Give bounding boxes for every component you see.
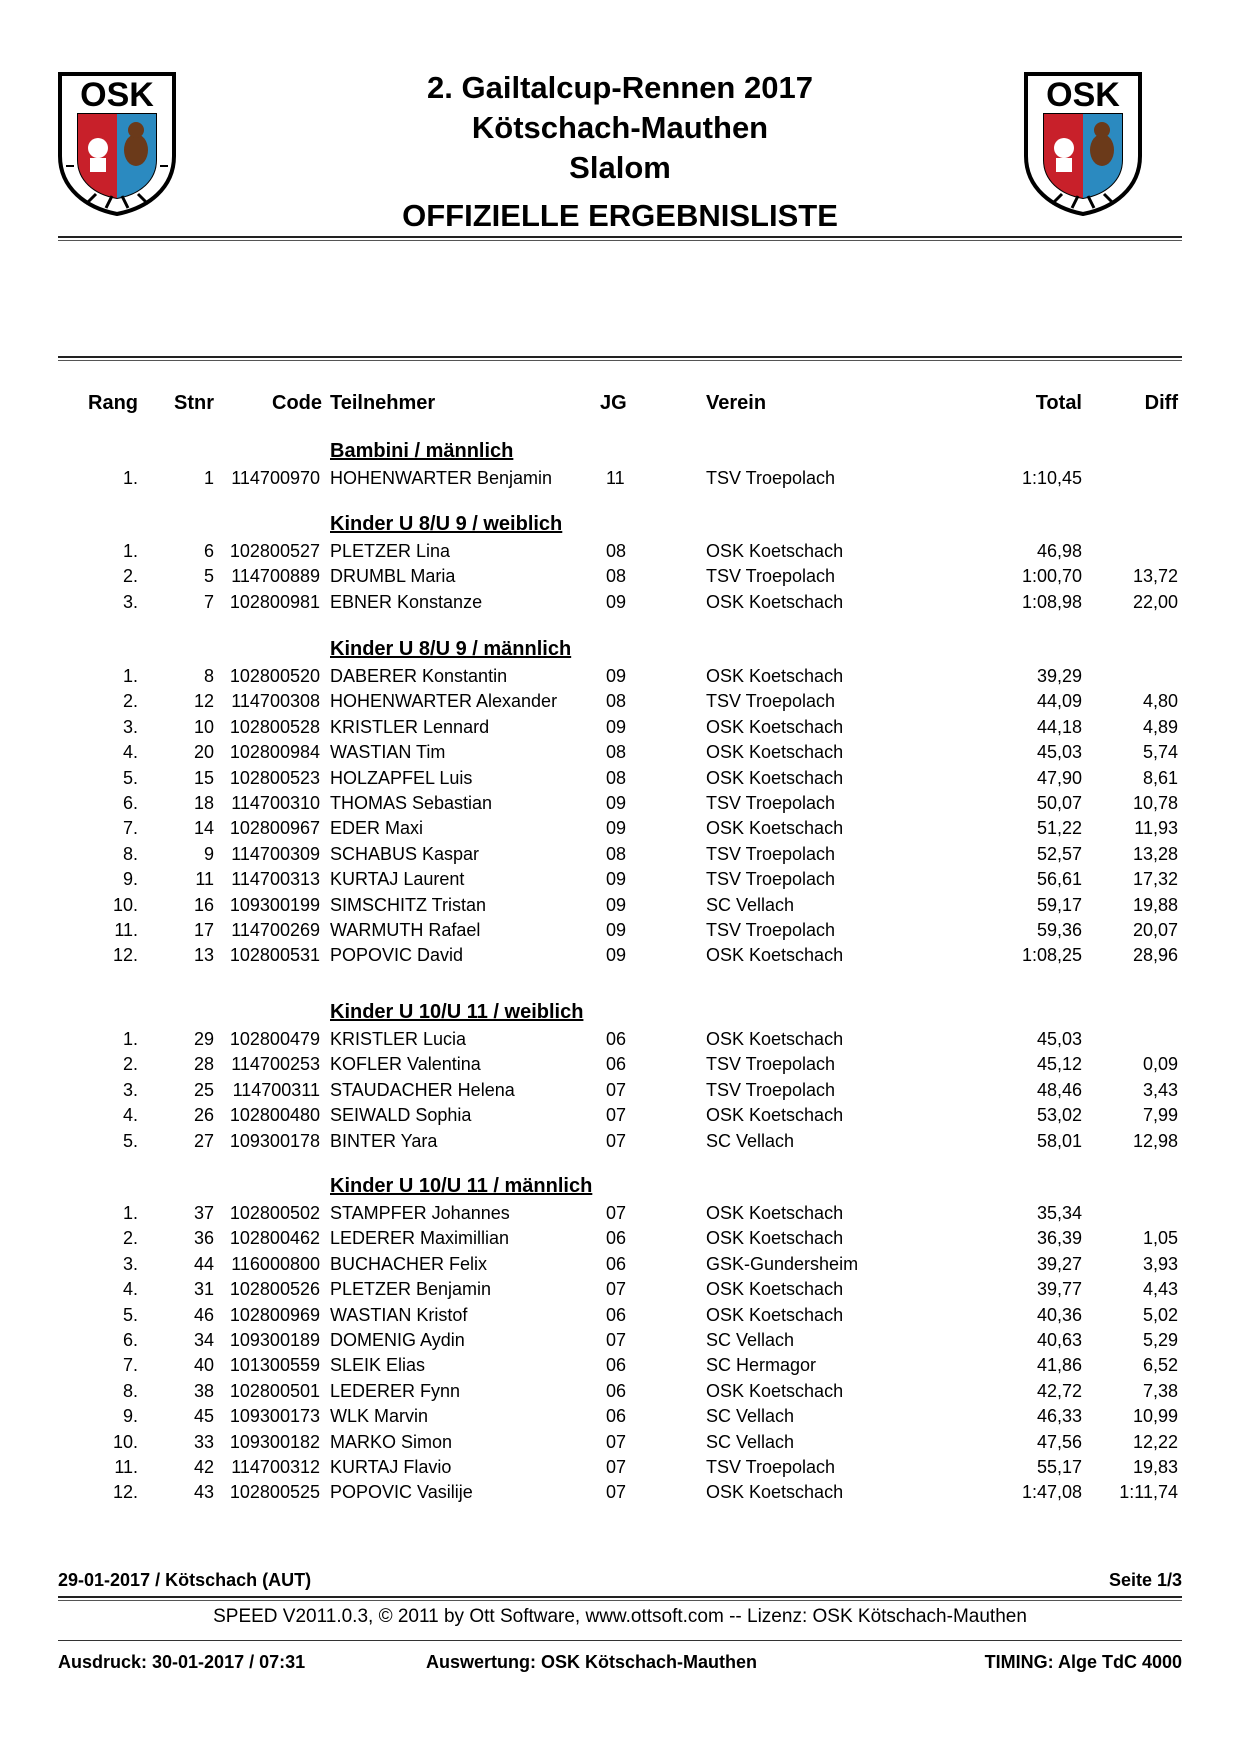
time-diff-cell: 28,96	[1132, 945, 1178, 966]
club-cell: TSV Troepolach	[706, 1054, 836, 1075]
time-diff-cell: 6,52	[1142, 1355, 1178, 1376]
rank-cell: 2.	[122, 566, 138, 587]
col-header-teilnehmer: Teilnehmer	[330, 392, 436, 414]
code-cell: 101300559	[229, 1355, 320, 1376]
start-number-cell: 27	[193, 1130, 214, 1151]
code-cell: 102800480	[229, 1105, 320, 1126]
club-cell: OSK Koetschach	[706, 591, 844, 612]
rank-cell: 11.	[114, 920, 138, 940]
total-time-cell: 46,33	[1036, 1406, 1082, 1427]
total-time-cell: 35,34	[1036, 1203, 1082, 1223]
birth-year-cell: 08	[606, 767, 627, 788]
time-diff-cell: 17,32	[1132, 869, 1178, 890]
participant-name-cell: HOHENWARTER Benjamin	[330, 468, 553, 488]
club-cell: OSK Koetschach	[706, 1228, 844, 1249]
club-cell: TSV Troepolach	[706, 793, 836, 813]
code-cell: 102800523	[229, 767, 320, 788]
event-discipline: Slalom	[569, 150, 671, 185]
col-header-verein: Verein	[706, 392, 767, 414]
time-diff-cell: 12,98	[1132, 1130, 1178, 1151]
rank-cell: 6.	[122, 793, 138, 813]
birth-year-cell: 11	[606, 468, 625, 488]
club-cell: TSV Troepolach	[706, 920, 836, 940]
participant-name-cell: PLETZER Benjamin	[330, 1279, 492, 1300]
club-cell: OSK Koetschach	[706, 767, 844, 788]
club-cell: OSK Koetschach	[706, 1203, 844, 1223]
total-time-cell: 47,90	[1036, 767, 1082, 788]
category-title: Bambini / männlich	[330, 440, 514, 462]
total-time-cell: 59,36	[1036, 920, 1082, 940]
club-cell: OSK Koetschach	[706, 742, 844, 763]
birth-year-cell: 08	[606, 691, 627, 712]
club-cell: TSV Troepolach	[706, 843, 836, 864]
code-cell: 102800967	[229, 818, 320, 839]
participant-name-cell: DRUMBL Maria	[330, 566, 456, 587]
birth-year-cell: 07	[606, 1431, 627, 1452]
rank-cell: 9.	[122, 869, 138, 890]
rank-cell: 10.	[112, 1431, 138, 1452]
club-cell: TSV Troepolach	[706, 1457, 836, 1477]
participant-name-cell: WASTIAN Kristof	[330, 1304, 468, 1325]
birth-year-cell: 06	[606, 1054, 627, 1075]
rank-cell: 1.	[122, 666, 138, 686]
code-cell: 102800984	[229, 742, 320, 763]
start-number-cell: 36	[193, 1228, 214, 1249]
time-diff-cell: 4,89	[1142, 716, 1178, 737]
start-number-cell: 29	[193, 1029, 214, 1049]
rank-cell: 3.	[122, 1079, 138, 1100]
start-number-cell: 28	[193, 1054, 214, 1075]
club-cell: OSK Koetschach	[706, 1482, 844, 1503]
participant-name-cell: KURTAJ Flavio	[330, 1457, 452, 1477]
time-diff-cell: 12,22	[1132, 1431, 1178, 1452]
participant-name-cell: POPOVIC David	[330, 945, 464, 966]
code-cell: 102800502	[229, 1203, 320, 1223]
print-timestamp: Ausdruck: 30-01-2017 / 07:31	[58, 1652, 306, 1672]
logo-text: OSK	[1046, 76, 1120, 114]
club-cell: SC Hermagor	[706, 1355, 817, 1376]
time-diff-cell: 3,93	[1142, 1253, 1178, 1274]
code-cell: 109300182	[229, 1431, 320, 1452]
birth-year-cell: 09	[606, 920, 627, 940]
total-time-cell: 40,63	[1036, 1330, 1082, 1350]
code-cell: 102800531	[229, 945, 320, 966]
participant-name-cell: POPOVIC Vasilije	[330, 1482, 473, 1503]
start-number-cell: 14	[193, 818, 214, 839]
birth-year-cell: 06	[606, 1406, 627, 1427]
time-diff-cell: 10,78	[1132, 793, 1178, 813]
code-cell: 109300189	[229, 1330, 320, 1350]
rank-cell: 1.	[122, 468, 138, 488]
rank-cell: 10.	[112, 894, 138, 915]
page-number: Seite 1/3	[1108, 1570, 1182, 1590]
participant-name-cell: STAMPFER Johannes	[330, 1203, 510, 1223]
total-time-cell: 41,86	[1036, 1355, 1082, 1376]
total-time-cell: 44,09	[1036, 691, 1082, 712]
time-diff-cell: 19,88	[1132, 894, 1178, 915]
code-cell: 109300178	[229, 1130, 320, 1151]
header-divider	[58, 236, 1182, 241]
club-cell: TSV Troepolach	[706, 468, 836, 488]
birth-year-cell: 09	[606, 591, 627, 612]
time-diff-cell: 13,28	[1132, 843, 1178, 864]
code-cell: 102800462	[229, 1228, 320, 1249]
software-license: SPEED V2011.0.3, © 2011 by Ott Software, www.ottsoft.com -- Lizenz: OSK Kötschach-Mauthen	[213, 1606, 1027, 1627]
participant-name-cell: SCHABUS Kaspar	[330, 843, 480, 864]
category-title: Kinder U 10/U 11 / weiblich	[330, 1001, 584, 1023]
total-time-cell: 44,18	[1036, 716, 1082, 737]
club-cell: OSK Koetschach	[706, 818, 844, 839]
club-cell: SC Vellach	[706, 1130, 795, 1151]
time-diff-cell: 1:11,74	[1119, 1482, 1178, 1503]
birth-year-cell: 07	[606, 1482, 627, 1503]
start-number-cell: 8	[203, 666, 214, 686]
birth-year-cell: 09	[606, 666, 627, 686]
birth-year-cell: 09	[606, 818, 627, 839]
code-cell: 102800520	[229, 666, 320, 686]
time-diff-cell: 5,74	[1142, 742, 1178, 763]
time-diff-cell: 5,02	[1142, 1304, 1178, 1325]
col-header-stnr: Stnr	[174, 392, 214, 414]
club-cell: TSV Troepolach	[706, 869, 836, 890]
club-cell: TSV Troepolach	[706, 1079, 836, 1100]
start-number-cell: 12	[193, 691, 214, 712]
club-cell: OSK Koetschach	[706, 666, 844, 686]
total-time-cell: 45,03	[1036, 1029, 1082, 1049]
total-time-cell: 55,17	[1036, 1457, 1082, 1477]
start-number-cell: 5	[203, 566, 214, 587]
rank-cell: 5.	[122, 1130, 138, 1151]
time-diff-cell: 0,09	[1142, 1054, 1178, 1075]
total-time-cell: 58,01	[1036, 1130, 1082, 1151]
club-cell: SC Vellach	[706, 1330, 795, 1350]
start-number-cell: 6	[203, 541, 214, 561]
birth-year-cell: 06	[606, 1253, 627, 1274]
total-time-cell: 36,39	[1036, 1228, 1082, 1249]
rank-cell: 1.	[122, 1029, 138, 1049]
start-number-cell: 43	[193, 1482, 214, 1503]
time-diff-cell: 1,05	[1142, 1228, 1178, 1249]
event-title: 2. Gailtalcup-Rennen 2017	[427, 70, 813, 105]
total-time-cell: 53,02	[1036, 1105, 1082, 1126]
participant-name-cell: DABERER Konstantin	[330, 666, 508, 686]
results-list-title: OFFIZIELLE ERGEBNISLISTE	[402, 198, 838, 233]
total-time-cell: 52,57	[1036, 843, 1082, 864]
col-header-code: Code	[272, 392, 322, 414]
start-number-cell: 7	[203, 591, 214, 612]
rank-cell: 1.	[122, 541, 138, 561]
rank-cell: 12.	[112, 945, 138, 966]
start-number-cell: 37	[193, 1203, 214, 1223]
start-number-cell: 16	[193, 894, 214, 915]
birth-year-cell: 09	[606, 894, 627, 915]
race-date-place: 29-01-2017 / Kötschach (AUT)	[58, 1570, 312, 1590]
club-cell: OSK Koetschach	[706, 1105, 844, 1126]
birth-year-cell: 06	[606, 1355, 627, 1376]
code-cell: 114700253	[231, 1054, 320, 1075]
footer-divider-top	[58, 1596, 1182, 1601]
participant-name-cell: SIMSCHITZ Tristan	[330, 894, 487, 915]
participant-name-cell: EDER Maxi	[330, 818, 424, 839]
start-number-cell: 18	[193, 793, 214, 813]
evaluation-club: Auswertung: OSK Kötschach-Mauthen	[426, 1652, 758, 1672]
birth-year-cell: 09	[606, 945, 627, 966]
birth-year-cell: 07	[606, 1457, 627, 1477]
rank-cell: 3.	[122, 716, 138, 737]
participant-name-cell: SEIWALD Sophia	[330, 1105, 472, 1126]
birth-year-cell: 07	[606, 1079, 627, 1100]
birth-year-cell: 07	[606, 1130, 627, 1151]
code-cell: 114700312	[231, 1457, 320, 1477]
time-diff-cell: 20,07	[1132, 920, 1178, 940]
participant-name-cell: WLK Marvin	[330, 1406, 429, 1427]
total-time-cell: 45,12	[1036, 1054, 1082, 1075]
code-cell: 102800479	[229, 1029, 320, 1049]
participant-name-cell: PLETZER Lina	[330, 541, 451, 561]
start-number-cell: 1	[203, 468, 214, 488]
total-time-cell: 1:47,08	[1021, 1482, 1082, 1503]
club-cell: OSK Koetschach	[706, 945, 844, 966]
total-time-cell: 42,72	[1036, 1380, 1082, 1401]
start-number-cell: 40	[193, 1355, 214, 1376]
col-header-diff: Diff	[1144, 392, 1178, 414]
participant-name-cell: BINTER Yara	[330, 1130, 438, 1151]
footer-divider-bottom	[58, 1640, 1182, 1641]
participant-name-cell: MARKO Simon	[330, 1431, 453, 1452]
total-time-cell: 39,29	[1036, 666, 1082, 686]
club-cell: OSK Koetschach	[706, 716, 844, 737]
time-diff-cell: 8,61	[1142, 767, 1178, 788]
code-cell: 114700889	[231, 566, 320, 587]
start-number-cell: 44	[193, 1253, 214, 1274]
code-cell: 102800969	[229, 1304, 320, 1325]
start-number-cell: 26	[193, 1105, 214, 1126]
start-number-cell: 10	[193, 716, 214, 737]
birth-year-cell: 06	[606, 1380, 627, 1401]
rank-cell: 4.	[122, 1279, 138, 1300]
rank-cell: 4.	[122, 742, 138, 763]
rank-cell: 2.	[122, 1228, 138, 1249]
club-cell: GSK-Gundersheim	[706, 1253, 859, 1274]
time-diff-cell: 7,38	[1142, 1380, 1178, 1401]
total-time-cell: 48,46	[1036, 1079, 1082, 1100]
participant-name-cell: HOHENWARTER Alexander	[330, 691, 558, 712]
club-cell: SC Vellach	[706, 894, 795, 915]
participant-name-cell: BUCHACHER Felix	[330, 1253, 488, 1274]
rank-cell: 2.	[122, 1054, 138, 1075]
club-cell: TSV Troepolach	[706, 691, 836, 712]
time-diff-cell: 13,72	[1132, 566, 1178, 587]
birth-year-cell: 09	[606, 716, 627, 737]
code-cell: 109300199	[229, 894, 320, 915]
total-time-cell: 45,03	[1036, 742, 1082, 763]
document-header	[220, 68, 1020, 236]
code-cell: 102800981	[229, 591, 320, 612]
rank-cell: 11.	[114, 1457, 138, 1477]
code-cell: 114700311	[232, 1079, 320, 1100]
club-cell: OSK Koetschach	[706, 1380, 844, 1401]
club-cell: OSK Koetschach	[706, 1304, 844, 1325]
time-diff-cell: 5,29	[1142, 1330, 1178, 1350]
rank-cell: 5.	[122, 767, 138, 788]
participant-name-cell: WARMUTH Rafael	[330, 920, 481, 940]
club-cell: SC Vellach	[706, 1431, 795, 1452]
total-time-cell: 51,22	[1036, 818, 1082, 839]
start-number-cell: 31	[193, 1279, 214, 1300]
birth-year-cell: 07	[606, 1279, 627, 1300]
club-cell: OSK Koetschach	[706, 541, 844, 561]
birth-year-cell: 07	[606, 1203, 627, 1223]
code-cell: 114700308	[231, 691, 320, 712]
club-cell: OSK Koetschach	[706, 1279, 844, 1300]
total-time-cell: 56,61	[1036, 869, 1082, 890]
participant-name-cell: HOLZAPFEL Luis	[330, 767, 473, 788]
participant-name-cell: DOMENIG Aydin	[330, 1330, 465, 1350]
birth-year-cell: 07	[606, 1105, 627, 1126]
birth-year-cell: 06	[606, 1304, 627, 1325]
total-time-cell: 1:10,45	[1021, 468, 1082, 488]
time-diff-cell: 22,00	[1132, 591, 1178, 612]
participant-name-cell: THOMAS Sebastian	[330, 793, 493, 813]
birth-year-cell: 09	[606, 869, 627, 890]
participant-name-cell: LEDERER Maximillian	[330, 1228, 510, 1249]
table-top-divider	[58, 356, 1182, 361]
total-time-cell: 39,27	[1036, 1253, 1082, 1274]
birth-year-cell: 08	[606, 566, 627, 587]
start-number-cell: 25	[193, 1079, 214, 1100]
club-logo-left	[56, 70, 178, 216]
start-number-cell: 42	[193, 1457, 214, 1477]
rank-cell: 8.	[122, 1380, 138, 1401]
code-cell: 116000800	[231, 1253, 320, 1274]
code-cell: 114700309	[231, 843, 320, 864]
start-number-cell: 20	[193, 742, 214, 763]
code-cell: 109300173	[229, 1406, 320, 1427]
total-time-cell: 1:00,70	[1021, 566, 1082, 587]
birth-year-cell: 07	[606, 1330, 627, 1350]
rank-cell: 7.	[122, 818, 138, 839]
category-title: Kinder U 8/U 9 / männlich	[330, 638, 572, 660]
time-diff-cell: 4,43	[1142, 1279, 1178, 1300]
participant-name-cell: SLEIK Elias	[330, 1355, 426, 1376]
code-cell: 102800501	[229, 1380, 320, 1401]
total-time-cell: 50,07	[1036, 793, 1082, 813]
code-cell: 102800528	[229, 716, 320, 737]
rank-cell: 12.	[112, 1482, 138, 1503]
start-number-cell: 13	[193, 945, 214, 966]
start-number-cell: 38	[193, 1380, 214, 1401]
event-location: Kötschach-Mauthen	[471, 110, 769, 145]
time-diff-cell: 10,99	[1132, 1406, 1178, 1427]
time-diff-cell: 4,80	[1142, 691, 1178, 712]
total-time-cell: 59,17	[1036, 894, 1082, 915]
rank-cell: 4.	[122, 1105, 138, 1126]
participant-name-cell: EBNER Konstanze	[330, 591, 483, 612]
start-number-cell: 45	[193, 1406, 214, 1427]
code-cell: 102800525	[229, 1482, 320, 1503]
rank-cell: 3.	[122, 591, 138, 612]
start-number-cell: 15	[193, 767, 214, 788]
rank-cell: 6.	[122, 1330, 138, 1350]
club-cell: TSV Troepolach	[706, 566, 836, 587]
total-time-cell: 1:08,98	[1021, 591, 1082, 612]
start-number-cell: 17	[193, 920, 214, 940]
col-header-rang: Rang	[88, 392, 138, 414]
time-diff-cell: 19,83	[1132, 1457, 1178, 1477]
participant-name-cell: KURTAJ Laurent	[330, 869, 465, 890]
col-header-total: Total	[1035, 392, 1082, 414]
col-header-jg: JG	[600, 392, 627, 414]
start-number-cell: 11	[195, 869, 214, 890]
code-cell: 102800527	[229, 541, 320, 561]
code-cell: 114700313	[231, 869, 320, 890]
timing-system: TIMING: Alge TdC 4000	[984, 1652, 1182, 1672]
category-title: Kinder U 10/U 11 / männlich	[330, 1175, 593, 1197]
birth-year-cell: 08	[606, 843, 627, 864]
start-number-cell: 33	[193, 1431, 214, 1452]
club-cell: SC Vellach	[706, 1406, 795, 1427]
birth-year-cell: 09	[606, 793, 627, 813]
participant-name-cell: KRISTLER Lennard	[330, 716, 490, 737]
rank-cell: 8.	[122, 843, 138, 864]
participant-name-cell: WASTIAN Tim	[330, 742, 446, 763]
code-cell: 114700310	[231, 793, 320, 813]
birth-year-cell: 06	[606, 1228, 627, 1249]
total-time-cell: 40,36	[1036, 1304, 1082, 1325]
time-diff-cell: 3,43	[1142, 1079, 1178, 1100]
birth-year-cell: 08	[606, 742, 627, 763]
rank-cell: 9.	[122, 1406, 138, 1427]
participant-name-cell: STAUDACHER Helena	[330, 1079, 515, 1100]
start-number-cell: 9	[203, 843, 214, 864]
start-number-cell: 46	[193, 1304, 214, 1325]
birth-year-cell: 08	[606, 541, 627, 561]
code-cell: 114700970	[231, 468, 320, 488]
participant-name-cell: KOFLER Valentina	[330, 1054, 481, 1075]
code-cell: 102800526	[229, 1279, 320, 1300]
start-number-cell: 34	[193, 1330, 214, 1350]
total-time-cell: 39,77	[1036, 1279, 1082, 1300]
participant-name-cell: LEDERER Fynn	[330, 1380, 461, 1401]
total-time-cell: 46,98	[1036, 541, 1082, 561]
club-logo-right	[1022, 70, 1144, 216]
rank-cell: 2.	[122, 691, 138, 712]
rank-cell: 5.	[122, 1304, 138, 1325]
time-diff-cell: 11,93	[1134, 818, 1178, 839]
rank-cell: 7.	[122, 1355, 138, 1376]
total-time-cell: 47,56	[1036, 1431, 1082, 1452]
rank-cell: 1.	[122, 1203, 138, 1223]
participant-name-cell: KRISTLER Lucia	[330, 1029, 467, 1049]
logo-text: OSK	[80, 76, 154, 114]
birth-year-cell: 06	[606, 1029, 627, 1049]
club-cell: OSK Koetschach	[706, 1029, 844, 1049]
total-time-cell: 1:08,25	[1021, 945, 1082, 966]
rank-cell: 3.	[122, 1253, 138, 1274]
category-title: Kinder U 8/U 9 / weiblich	[330, 513, 563, 535]
time-diff-cell: 7,99	[1142, 1105, 1178, 1126]
code-cell: 114700269	[231, 920, 320, 940]
